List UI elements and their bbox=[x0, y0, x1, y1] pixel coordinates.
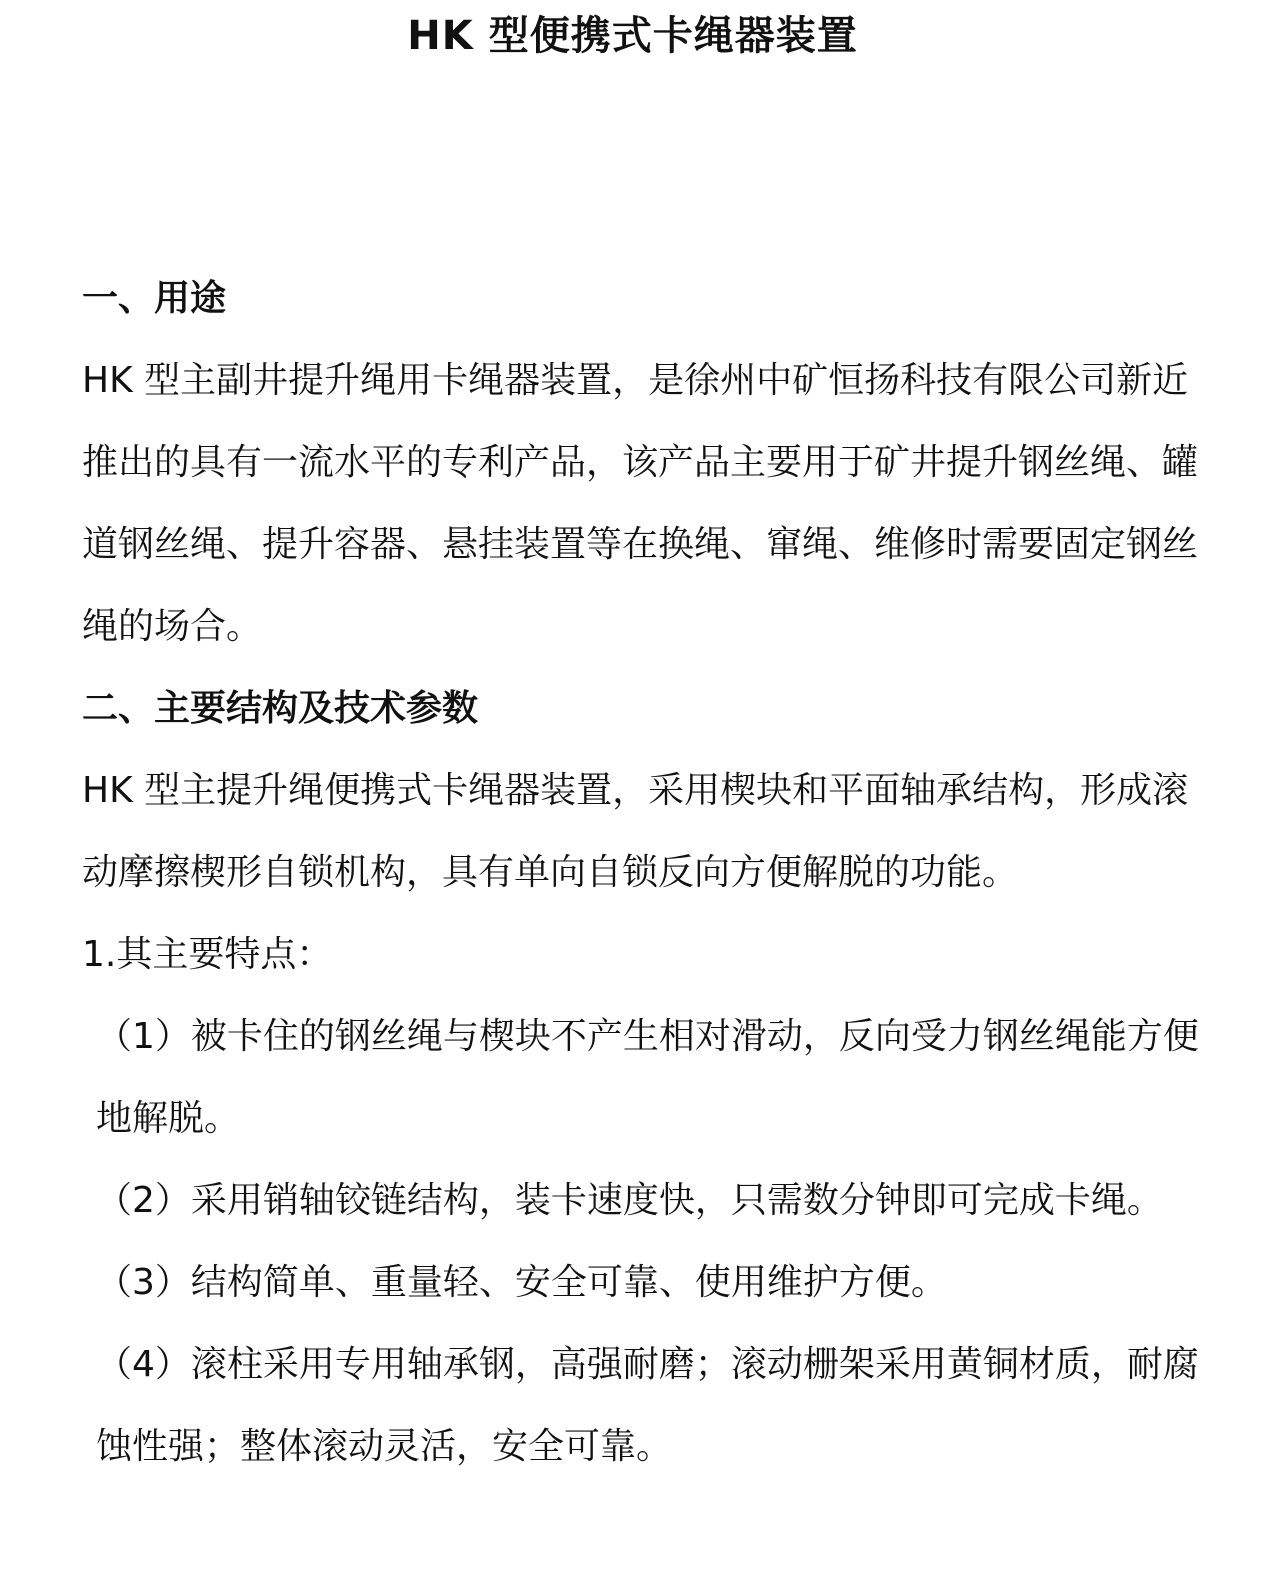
section-2-heading: 二、主要结构及技术参数 bbox=[82, 688, 479, 729]
section-1-paragraph: HK 型主副井提升绳用卡绳器装置，是徐州中矿恒扬科技有限公司新近推出的具有一流水平的专利产品，该产品主要用于矿井提升钢丝绳、罐道钢丝绳、提升容器、悬挂装置等在换绳、窜绳、维修时需要固定钢丝绳的场合。 bbox=[82, 360, 1199, 647]
feature-item-4: （4）滚柱采用专用轴承钢，高强耐磨；滚动栅架采用黄铜材质，耐腐蚀性强；整体滚动灵活，安全可靠。 bbox=[96, 1344, 1199, 1467]
feature-item-1: （1）被卡住的钢丝绳与楔块不产生相对滑动，反向受力钢丝绳能方便地解脱。 bbox=[96, 1016, 1199, 1139]
document-body bbox=[82, 258, 1212, 1488]
document-title: HK 型便携式卡绳器装置 bbox=[407, 13, 858, 59]
feature-item-2: （2）采用销轴铰链结构，装卡速度快，只需数分钟即可完成卡绳。 bbox=[96, 1180, 1163, 1221]
features-title: 1.其主要特点： bbox=[82, 934, 333, 975]
feature-item-3: （3）结构简单、重量轻、安全可靠、使用维护方便。 bbox=[96, 1262, 947, 1303]
section-2-paragraph: HK 型主提升绳便携式卡绳器装置，采用楔块和平面轴承结构，形成滚动摩擦楔形自锁机构，具有单向自锁反向方便解脱的功能。 bbox=[82, 770, 1189, 893]
section-1-heading: 一、用途 bbox=[82, 278, 227, 319]
